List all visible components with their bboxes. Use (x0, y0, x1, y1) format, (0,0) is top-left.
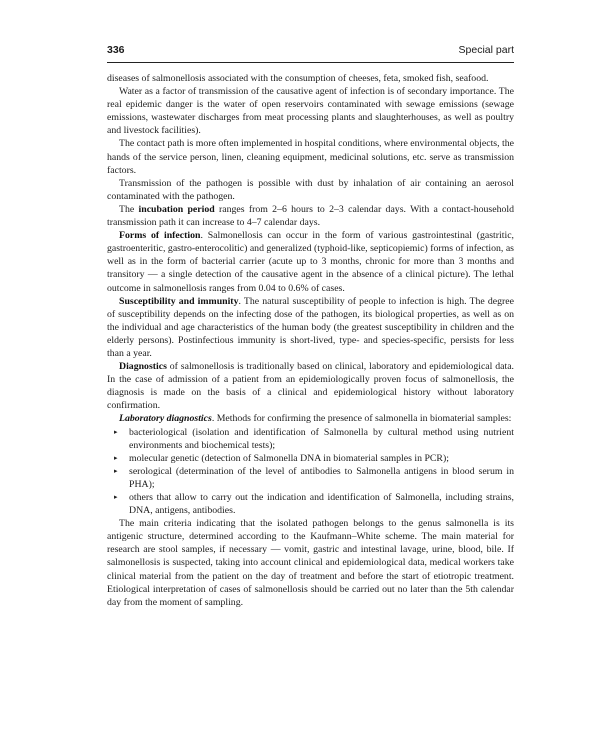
running-head: Special part (458, 44, 514, 56)
paragraph-water-transmission: Water as a factor of transmission of the causative agent of infection is of secondary importance. The real epidemic danger is the water of open reservoirs contaminated with sewage emissions (sewage emissions, wastewater discharges from meat processing plants and slaughterhouses, as well as poultry and livestock facilities). (107, 86, 514, 137)
paragraph-forms-of-infection (107, 229, 514, 294)
lab-diagnostics-text: . Methods for confirming the presence of salmonella in biomaterial samples: (211, 413, 512, 425)
susceptibility-term: Susceptibility and immunity (119, 295, 239, 307)
paragraph-foodborne-cont: diseases of salmonellosis associated with the consumption of cheeses, feta, smoked fish, seafood. (107, 73, 489, 84)
paragraph-susceptibility (107, 295, 514, 360)
lab-diagnostics-term: Laboratory diagnostics (119, 413, 212, 425)
paragraph-contact-path: The contact path is more often implemented in hospital conditions, where environmental objects, the hands of the service person, linen, cleaning equipment, medicinal solutions, etc. serve as transmission factors. (107, 138, 514, 176)
paragraph-dust-transmission: Transmission of the pathogen is possible with dust by inhalation of air containing an aerosol contaminated with the pathogen. (107, 177, 514, 202)
bullet-icon: ▸ (114, 427, 118, 436)
paragraph-main-criteria: The main criteria indicating that the isolated pathogen belongs to the genus salmonella is its antigenic structure, determined according to the Kaufmann–White scheme. The main material for research are stool samples, if necessary — vomit, gastric and intestinal lavage, urine, blood, bile. If salmonellosis is suspected, taking into account clinical and epidemiological data, medical workers take clinical material from the patient on the day of treatment and before the start of etiotropic treatment. Etiological interpretation of cases of salmonellosis should be carried out no later than the 5th calendar day from the moment of sampling. (107, 518, 514, 608)
incubation-lead: The (119, 203, 139, 215)
list-item-text: molecular genetic (detection of Salmonella DNA in biomaterial samples in PCR); (129, 452, 449, 464)
incubation-term: incubation period (138, 203, 215, 215)
page-body (107, 72, 514, 609)
incubation-text: ranges from 2–6 hours to 2–3 calendar days. With a contact-household transmission path it can increase to 4–7 calendar days. (107, 203, 515, 229)
paragraph-lab-diagnostics (107, 412, 514, 425)
paragraph-incubation (107, 203, 514, 229)
list-item (114, 452, 514, 465)
diagnostics-term: Diagnostics (119, 361, 167, 373)
paragraph-diagnostics (107, 360, 514, 412)
page-header (107, 44, 514, 63)
list-item (114, 491, 514, 517)
diagnostics-text: of salmonellosis is traditionally based on clinical, laboratory and epidemiological data. In the case of admission of a patient from an epidemiologically proven focus of salmonellosis, the diagnosis is made on the basis of a clinical and epidemiological history without laboratory confirmation. (107, 361, 514, 412)
list-item-text: serological (determination of the level of antibodies to Salmonella antigens in blood serum in PHA); (129, 465, 514, 490)
list-item-text: others that allow to carry out the indication and identification of Salmonella, including strains, DNA, antigens, antibodies. (129, 492, 514, 517)
list-item (114, 426, 514, 452)
bullet-icon: ▸ (114, 493, 118, 501)
bullet-icon: ▸ (114, 466, 118, 475)
page-number: 336 (107, 44, 125, 56)
susceptibility-text: . The natural susceptibility of people to infection is high. The degree of susceptibility depends on the infecting dose of the pathogen, its biological properties, as well as on the individual and age characteristics of the human body (the greatest susceptibility in children and the elderly persons). Postinfectious immunity is short-lived, type- and species-specific, persists for less than a year. (107, 295, 514, 359)
forms-term: Forms of infection (119, 230, 201, 242)
list-item (114, 465, 514, 491)
forms-text: . Salmonellosis can occur in the form of various gastrointestinal (gastritic, gastroenteritic, gastro-enterocolitic) and generalized (typhoid-like, septicopiemic) forms of infection, as well as in the form of bacterial carrier (acute up to 3 months, chronic for more than 3 months and transitory — a single detection of the causative agent in the absence of a clinical picture). The lethal outcome in salmonellosis ranges from 0.04 to 0.6% of cases. (107, 230, 514, 294)
bullet-icon: ▸ (114, 453, 118, 462)
list-item-text: bacteriological (isolation and identification of Salmonella by cultural method using nutrient environments and biochemical tests); (129, 426, 514, 451)
lab-methods-list (107, 426, 514, 518)
